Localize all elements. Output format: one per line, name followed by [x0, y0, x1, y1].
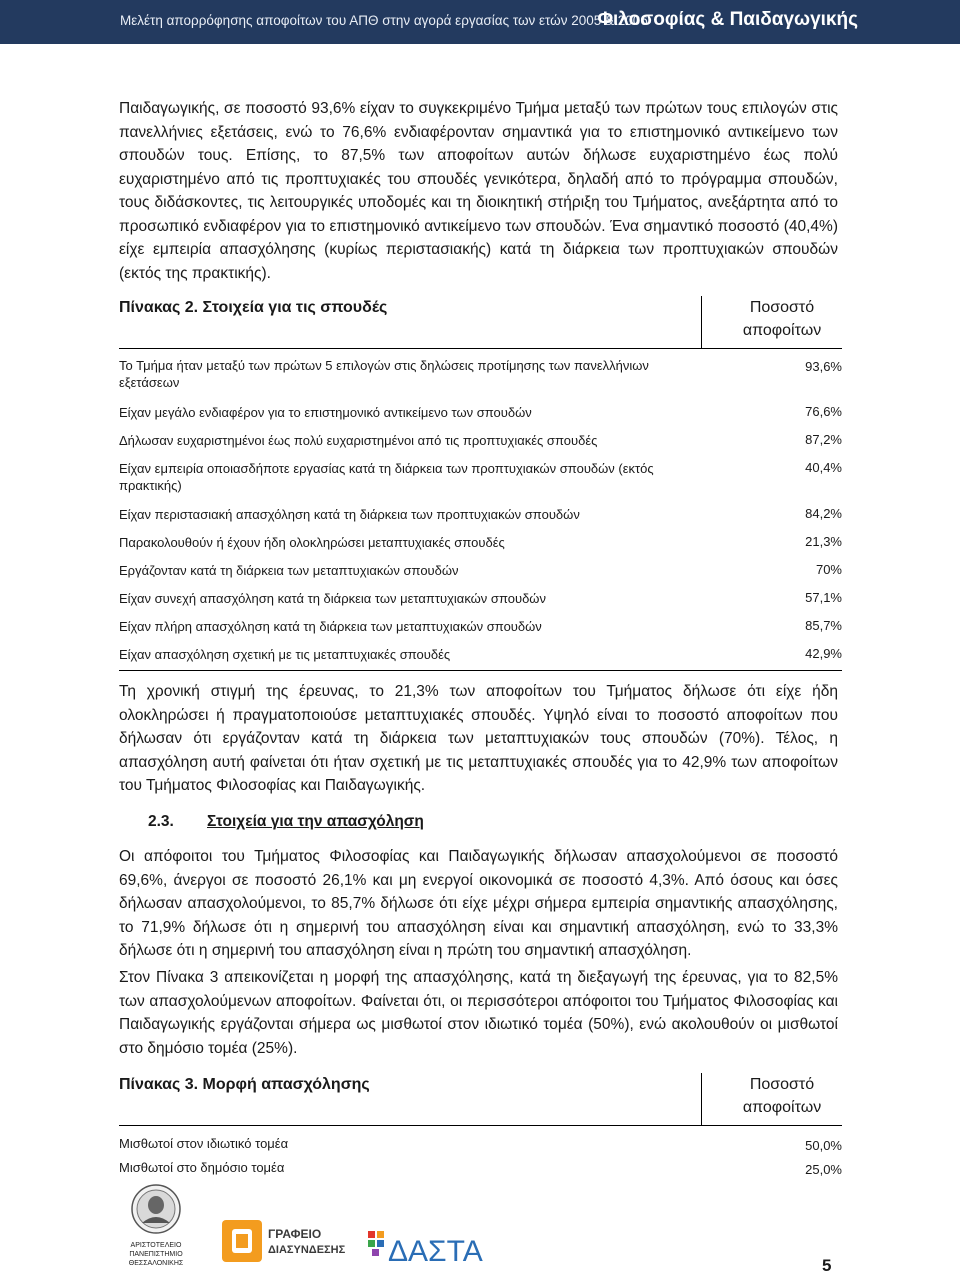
table-3-col-header: Ποσοστό: [749, 1076, 815, 1093]
table-3-header: Πίνακας 3. Μορφή απασχόλησης Ποσοστό αποφοίτων: [119, 1073, 842, 1126]
dasta-logo: [366, 1225, 482, 1269]
table-2: [119, 296, 842, 671]
svg-text:ΘΕΣΣΑΛΟΝΙΚΗΣ: ΘΕΣΣΑΛΟΝΙΚΗΣ: [128, 1260, 184, 1267]
table-row: Δήλωσαν ευχαριστημένοι έως πολύ ευχαριστημένοι από τις προπτυχιακές σπουδές 87,2%: [119, 432, 842, 448]
table-row: Είχαν περιστασιακή απασχόληση κατά τη διάρκεια των προπτυχιακών σπουδών 84,2%: [119, 506, 842, 522]
svg-text:ΔΑΣΤΑ: ΔΑΣΤΑ: [388, 1235, 483, 1268]
svg-text:ΓΡΑΦΕΙΟ: ΓΡΑΦΕΙΟ: [268, 1227, 322, 1241]
section-heading: [148, 813, 424, 831]
paragraph-studies: Παιδαγωγικής, σε ποσοστό 93,6% είχαν το συγκεκριμένο Τμήμα μεταξύ των πρώτων τους επιλογών στις πανελλήνιες εξετάσεις, ενώ το 76,6% ενδιαφέρονταν σημαντικά για το επιστημονικό αντικείμενο των σπουδών τους. Επίσης, το 87,5% των αποφοίτων αυτών δήλωσε ευχαριστημένο έως πολύ ευχαριστημένο από τις προπτυχιακές του σπουδές γενικότερα, δηλαδή από το πρόγραμμα σπουδών, τους διδάσκοντες, τις λειτουργικές υποδομές και τη διοικητική στήριξη του Τμήματος, ανεξάρτητα από το προσωπικό ενδιαφέρον για το επιστημονικό αντικείμενο των σπουδών. Ένα σημαντικό ποσοστό (40,4%) είχε εμπειρία απασχόλησης (κυρίως περιστασιακής) κατά τη διάρκεια των προπτυχιακών σπουδών (εκτός της πρακτικής).: [119, 100, 838, 282]
svg-text:ΑΡΙΣΤΟΤΕΛΕΙΟ: ΑΡΙΣΤΟΤΕΛΕΙΟ: [130, 1242, 182, 1249]
paragraph-employment-form: Στον Πίνακα 3 απεικονίζεται η μορφή της απασχόλησης, κατά τη διεξαγωγή της έρευνας, για το 82,5% των απασχολούμενων αποφοίτων. Φαίνεται ότι, οι περισσότεροι απόφοιτοι του Τμήματος Φιλοσοφίας και Παιδαγωγικής εργάζονται σήμερα ως μισθωτοί στον ιδιωτικό τομέα (50%), ενώ ακολουθούν οι μισθωτοί στο δημόσιο τομέα (25%).: [119, 969, 838, 1057]
paragraph-postgraduate: Τη χρονική στιγμή της έρευνας, το 21,3% των αποφοίτων του Τμήματος δήλωσε ότι είχε ήδη ολοκληρώσει ή πραγματοποιούσε μεταπτυχιακές σπουδές. Υψηλό είναι το ποσοστό αποφοίτων που δήλωσαν ότι εργάζονταν κατά τη διάρκεια των μεταπτυχιακών τους σπουδών (70%). Τέλος, η απασχόληση αυτή φαίνεται ότι ήταν σχετική με τις μεταπτυχιακές σπουδές για το 42,9% των αποφοίτων του Τμήματος Φιλοσοφίας και Παιδαγωγικής.: [119, 683, 838, 794]
table-row: Μισθωτοί στον ιδιωτικό τομέα 50,0%: [119, 1136, 842, 1153]
table-row: Είχαν εμπειρία οποιασδήποτε εργασίας κατά τη διάρκεια των προπτυχιακών σπουδών (εκτός πρακτικής) 40,4%: [119, 460, 842, 493]
table-row: Είχαν συνεχή απασχόληση κατά τη διάρκεια των μεταπτυχιακών σπουδών 57,1%: [119, 590, 842, 606]
table-3-title: Πίνακας 3. Μορφή απασχόλησης: [119, 1076, 370, 1093]
page-number: 5: [822, 1256, 832, 1275]
section-number: 2.3.: [148, 813, 174, 830]
svg-text:ΠΑΝΕΠΙΣΤΗΜΙΟ: ΠΑΝΕΠΙΣΤΗΜΙΟ: [129, 1251, 183, 1258]
table-row: Μισθωτοί στο δημόσιο τομέα 25,0%: [119, 1160, 842, 1177]
table-2-header: Πίνακας 2. Στοιχεία για τις σπουδές Ποσοστό αποφοίτων: [119, 296, 842, 349]
auth-university-logo: [118, 1183, 194, 1281]
header-title: Φιλοσοφίας & Παιδαγωγικής: [597, 9, 858, 30]
table-row: Εργάζονταν κατά τη διάρκεια των μεταπτυχιακών σπουδών 70%: [119, 562, 842, 578]
table-row: Είχαν απασχόληση σχετική με τις μεταπτυχιακές σπουδές 42,9%: [119, 646, 842, 662]
table-2-col-header: Ποσοστό: [749, 299, 815, 316]
page-header: [0, 0, 960, 44]
paragraph-employment: Οι απόφοιτοι του Τμήματος Φιλοσοφίας και Παιδαγωγικής δήλωσαν απασχολούμενοι σε ποσοστό 69,6%, άνεργοι σε ποσοστό 26,1% και μη ενεργοί οικονομικά σε ποσοστό 4,3%. Από όσους και όσες δήλωσαν απασχολούμενοι, το 85,7% δήλωσε ότι είχε μέχρι σήμερα εμπειρία σημαντικής απασχόλησης, το 71,9% δήλωσε ότι η σημερινή του απασχόληση είναι και σημαντική απασχόληση, ενώ το 33,3% δήλωσε ότι η σημερινή του απασχόληση είναι η πρώτη του σημαντική απασχόληση.: [119, 848, 838, 959]
table-row: Είχαν μεγάλο ενδιαφέρον για το επιστημονικό αντικείμενο των σπουδών 76,6%: [119, 404, 842, 420]
table-row: Είχαν πλήρη απασχόληση κατά τη διάρκεια των μεταπτυχιακών σπουδών 85,7%: [119, 618, 842, 634]
table-row: Το Τμήμα ήταν μεταξύ των πρώτων 5 επιλογών στις δηλώσεις προτίμησης των πανελλήνιων εξετάσεων 93,6%: [119, 358, 842, 390]
table-3: [119, 1073, 842, 1179]
career-office-logo: [222, 1220, 346, 1262]
table-row: Παρακολουθούν ή έχουν ήδη ολοκληρώσει μεταπτυχιακές σπουδές 21,3%: [119, 534, 842, 550]
table-2-title: Πίνακας 2. Στοιχεία για τις σπουδές: [119, 299, 388, 316]
svg-text:ΔΙΑΣΥΝΔΕΣΗΣ: ΔΙΑΣΥΝΔΕΣΗΣ: [268, 1244, 346, 1256]
header-subtitle: Μελέτη απορρόφησης αποφοίτων του ΑΠΘ στην αγορά εργασίας των ετών 2005 & 2006: [120, 13, 648, 28]
section-title: Στοιχεία για την απασχόληση: [207, 813, 424, 830]
